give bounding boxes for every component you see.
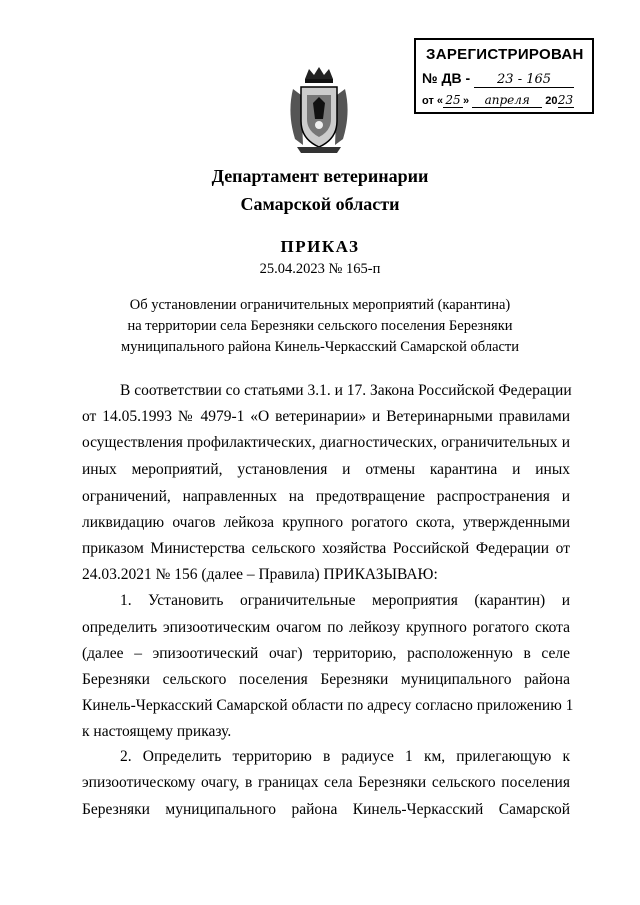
stamp-date-mid: » (463, 95, 470, 107)
body-line: ограничений, направленных на предотвращение распространения и (82, 488, 570, 505)
stamp-date-year-prefix: 20 (545, 95, 558, 107)
body-line: ликвидацию очагов лейкоза крупного рогатого скота, утвержденными (82, 514, 570, 531)
department-name-line2: Самарской области (240, 194, 400, 214)
body-line: Березняки муниципального района Кинель-Черкасский Самарской (82, 801, 570, 818)
stamp-title: ЗАРЕГИСТРИРОВАН (426, 46, 584, 63)
department-name-line1: Департамент ветеринарии (211, 166, 429, 186)
stamp-date-month: апреля (472, 93, 542, 108)
stamp-number (422, 70, 574, 88)
stamp-number-prefix: № ДВ - (422, 70, 471, 86)
stamp-date-day: 25 (443, 93, 463, 108)
document-type: ПРИКАЗ (280, 237, 360, 256)
body-line: иных мероприятий, установления и отмены карантина и иных (82, 461, 570, 478)
body-line: от 14.05.1993 № 4979-1 «О ветеринарии» и Ветеринарными правилами (82, 408, 570, 425)
registration-stamp (414, 38, 594, 114)
document-number: 25.04.2023 № 165-п (259, 261, 381, 277)
body-line: осуществления профилактических, диагностических, ограничительных и (82, 434, 570, 451)
body-line: эпизоотическому очагу, в границах села Березняки сельского поселения (82, 774, 570, 791)
body-line: определить эпизоотическим очагом по лейкозу крупного рогатого скота (82, 619, 570, 636)
body-line: В соответствии со статьями 3.1. и 17. Закона Российской Федерации (120, 382, 572, 399)
body-line: приказом Министерства сельского хозяйства Российской Федерации от (82, 540, 570, 557)
body-line: (далее – эпизоотический очаг) территорию, расположенную в селе (82, 645, 570, 662)
coat-of-arms-emblem (283, 65, 355, 155)
subject-line: муниципального района Кинель-Черкасский Самарской области (120, 339, 520, 355)
subject-line: на территории села Березняки сельского поселения Березняки (127, 318, 513, 334)
body-line: Кинель-Черкасский Самарской области по адресу согласно приложению 1 (82, 697, 574, 714)
body-line: 1. Установить ограничительные мероприятия (карантин) и (120, 592, 570, 609)
body-line: к настоящему приказу. (82, 723, 232, 740)
subject-line: Об установлении ограничительных мероприятий (карантина) (129, 297, 511, 313)
stamp-date (422, 93, 574, 108)
body-line: 2. Определить территорию в радиусе 1 км, прилегающую к (120, 748, 570, 765)
body-line: Березняки сельского поселения Березняки муниципального района (82, 671, 570, 688)
stamp-date-year-suffix: 23 (557, 93, 574, 107)
stamp-date-prefix: от « (422, 95, 444, 107)
stamp-number-value: 23 - 165 (474, 72, 574, 88)
body-line: 24.03.2021 № 156 (далее – Правила) ПРИКАЗЫВАЮ: (82, 566, 438, 583)
